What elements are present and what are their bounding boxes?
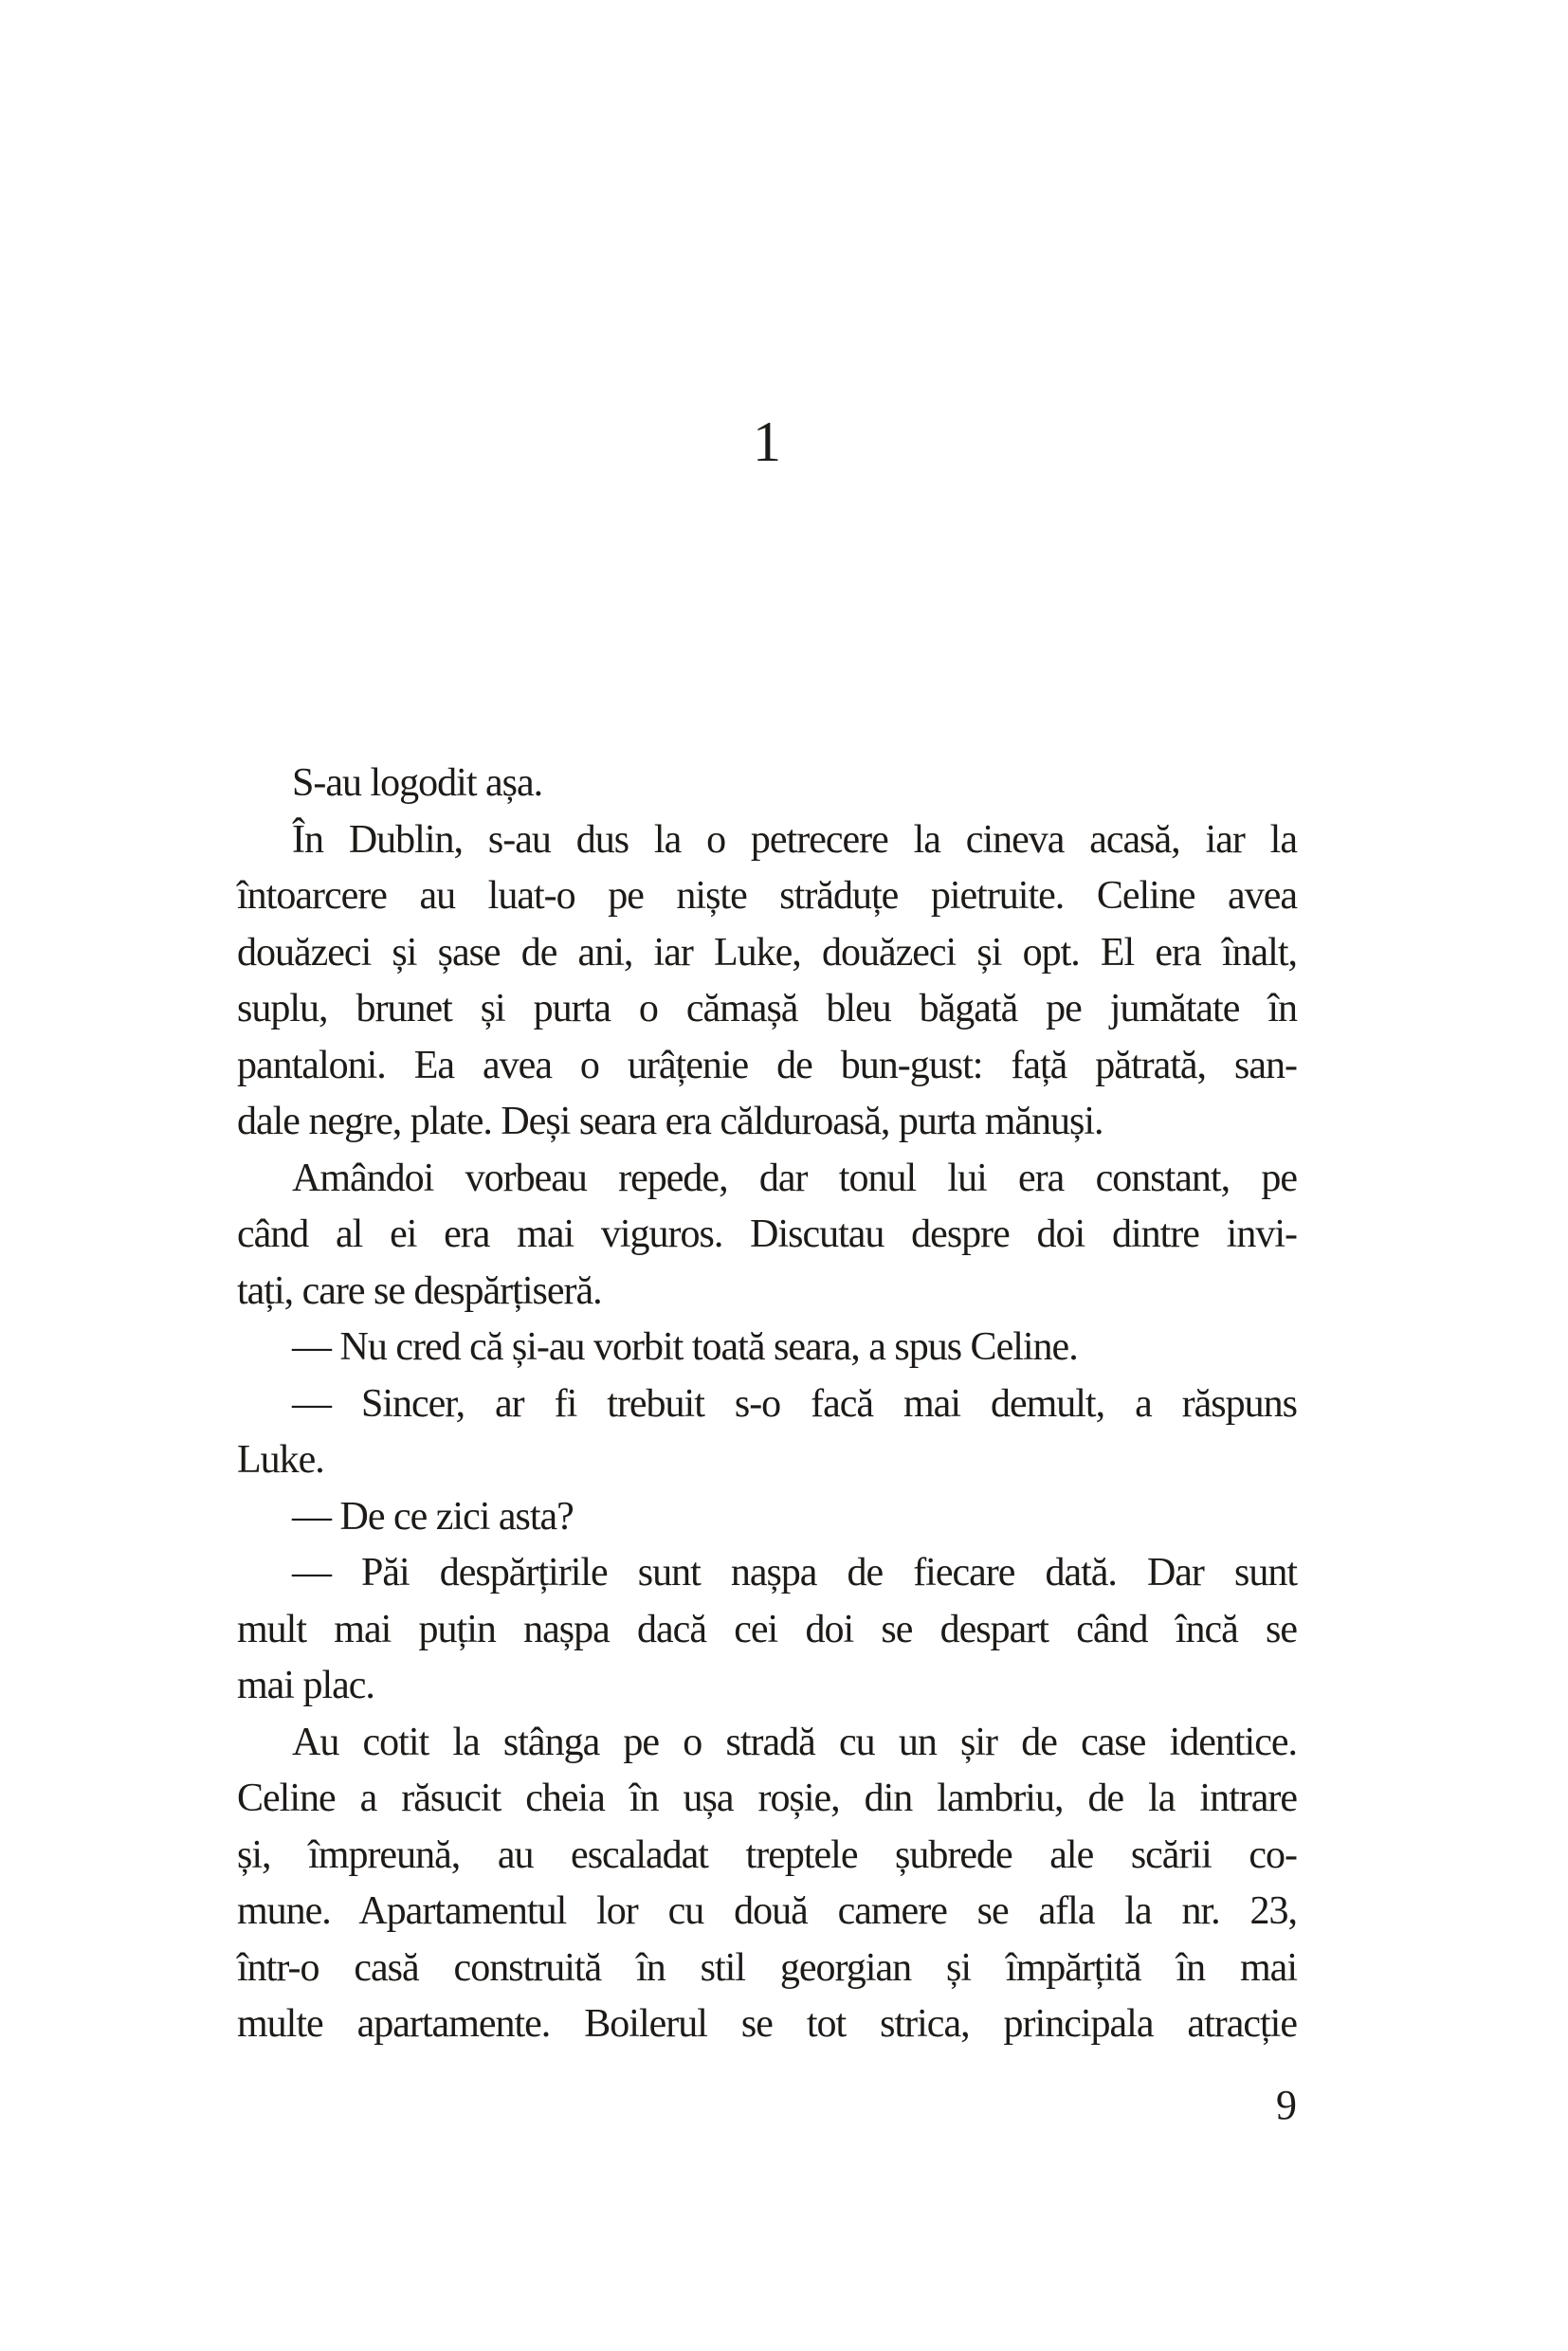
text-line: Au cotit la stânga pe o stradă cu un șir de case identice. — [292, 1720, 1297, 1764]
text-line: În Dublin, s-au dus la o petrecere la cineva acasă, iar la — [292, 817, 1297, 862]
text-line: suplu, brunet și purta o cămașă bleu băgată pe jumătate în — [237, 987, 1297, 1030]
text-line: — Nu cred că și-au vorbit toată seara, a spus Celine. — [292, 1325, 1078, 1369]
text-line: mai plac. — [237, 1664, 374, 1707]
text-line: și, împreună, au escaladat treptele șubrede ale scării co- — [237, 1832, 1297, 1877]
text-line: douăzeci și șase de ani, iar Luke, douăzeci și opt. El era înalt, — [237, 930, 1297, 975]
text-line: pantaloni. Ea avea o urâțenie de bun-gust: față pătrată, san- — [237, 1043, 1297, 1087]
text-line: multe apartamente. Boilerul se tot strica, principala atracție — [237, 2002, 1297, 2046]
text-line: când al ei era mai viguros. Discutau despre doi dintre invi- — [237, 1212, 1297, 1256]
text-line: într-o casă construită în stil georgian și împărțită în mai — [237, 1945, 1297, 1990]
text-line: S-au logodit așa. — [292, 761, 543, 805]
text-line: Luke. — [237, 1438, 324, 1482]
text-line: dale negre, plate. Deși seara era călduroasă, purta mănuși. — [237, 1100, 1103, 1143]
page-number: 9 — [1276, 2082, 1297, 2128]
text-line: mune. Apartamentul lor cu două camere se afla la nr. 23, — [237, 1889, 1297, 1933]
text-line: Amândoi vorbeau repede, dar tonul lui era constant, pe — [292, 1156, 1297, 1200]
text-line: tați, care se despărțiseră. — [237, 1268, 602, 1313]
text-line: — Păi despărțirile sunt nașpa de fiecare dată. Dar sunt — [292, 1551, 1297, 1595]
text-line: — Sincer, ar fi trebuit s-o facă mai demult, a răspuns — [292, 1381, 1297, 1426]
text-line: mult mai puțin nașpa dacă cei doi se despart când încă se — [237, 1607, 1297, 1651]
text-line: — De ce zici asta? — [292, 1494, 574, 1539]
text-line: Celine a răsucit cheia în ușa roșie, din lambriu, de la intrare — [237, 1777, 1297, 1820]
chapter-number: 1 — [753, 410, 781, 473]
body-text — [237, 756, 1297, 2053]
text-line: întoarcere au luat-o pe niște străduțe pietruite. Celine avea — [237, 874, 1297, 918]
